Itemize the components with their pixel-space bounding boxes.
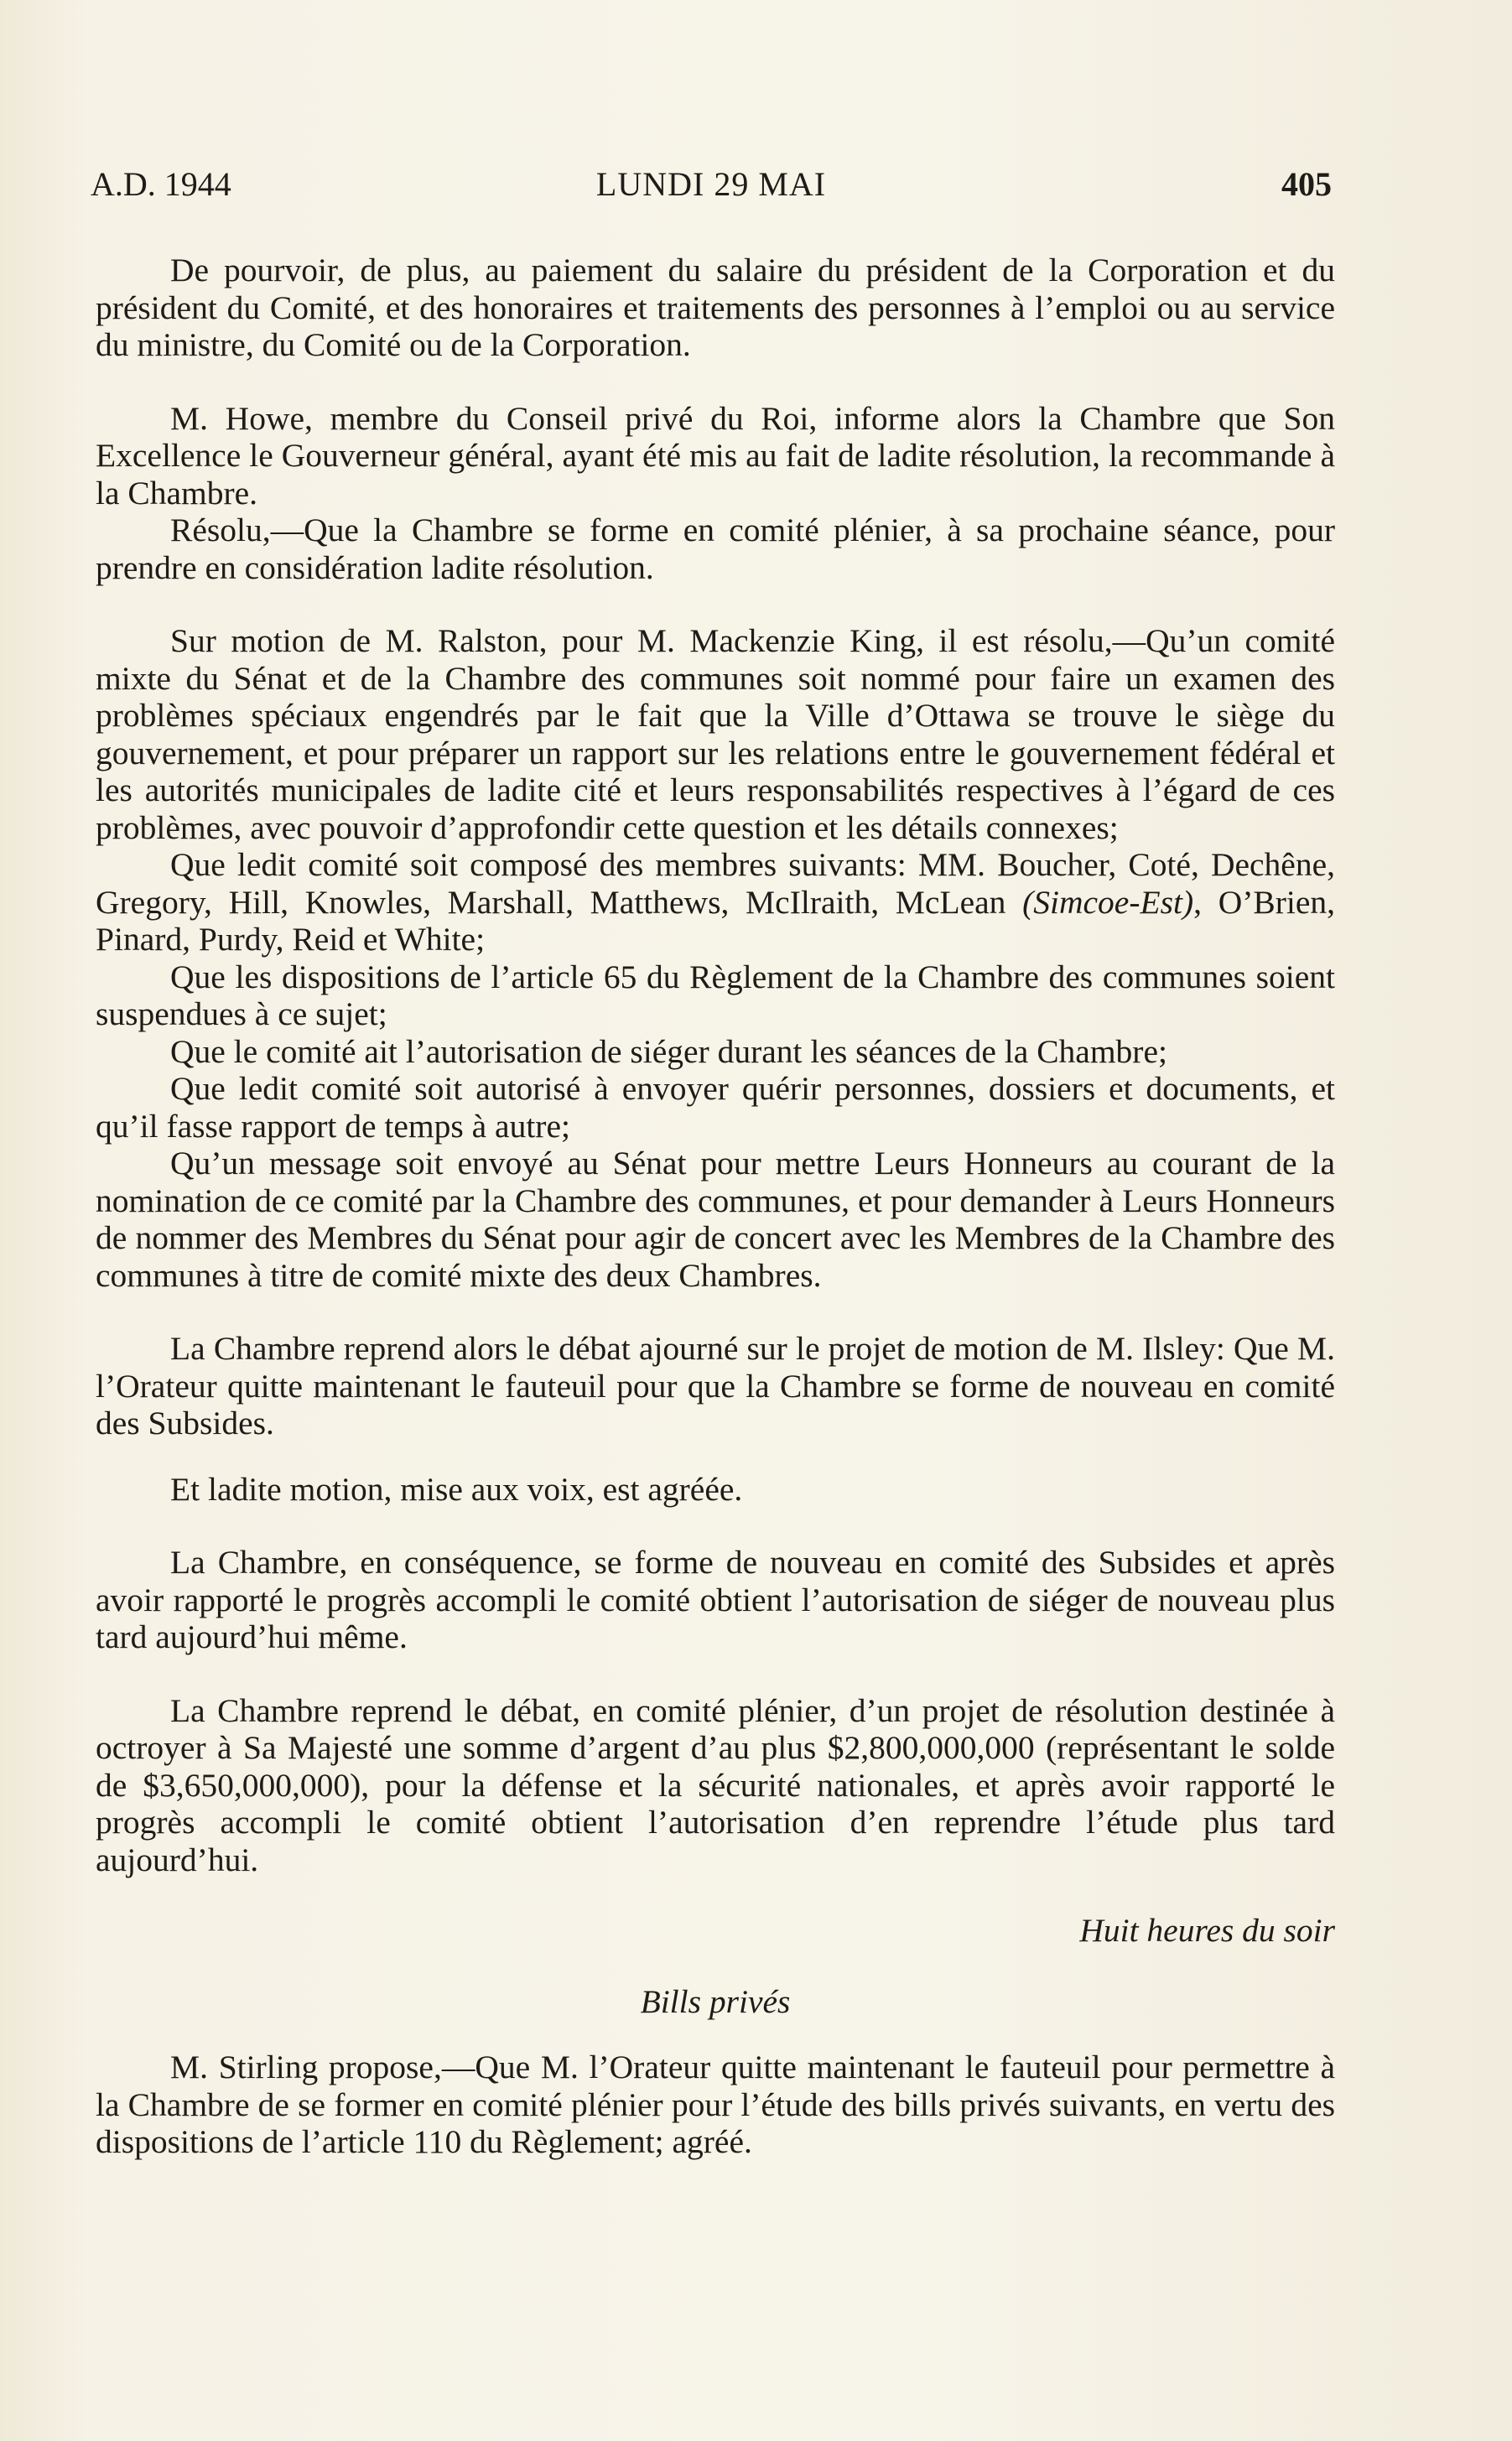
paragraph-senate-message: Qu’un message soit envoyé au Sénat pour mettre Leurs Honneurs au courant de la nomination de ce comité par la Chambre des communes, et pour demander à Leurs Honneurs de nommer des Membres du Sénat pour agir de concert avec les Membres de la Chambre des communes à titre de comité mixte des deux Chambres. bbox=[96, 1145, 1335, 1294]
paragraph-stirling-motion: M. Stirling propose,—Que M. l’Orateur quitte maintenant le fauteuil pour permettre à la Chambre de se former en comité plénier pour l’étude des bills privés suivants, en vertu des dispositions de l’article 110 du Règlement; agréé. bbox=[96, 2049, 1335, 2160]
page-body bbox=[96, 252, 1335, 2161]
paragraph-resolved-committee: Résolu,—Que la Chambre se forme en comité plénier, à sa prochaine séance, pour prendre en considération ladite résolution. bbox=[96, 512, 1335, 586]
members-list-continued: , O’Brien, Pinard, Purdy, Reid et White; bbox=[96, 883, 1336, 958]
members-list-text: Que ledit comité soit composé des membres suivants: MM. Boucher, Coté, Dechêne, Gregory, Hill, Knowles, Marshall, Matthews, McIlraith, McLean bbox=[96, 846, 1335, 921]
paragraph-salary-provision: De pourvoir, de plus, au paiement du salaire du président de la Corporation et du président du Comité, et des honoraires et traitements des personnes à l’emploi ou au service du ministre, du Comité ou de la Corporation. bbox=[96, 252, 1335, 363]
paragraph-ralston-motion: Sur motion de M. Ralston, pour M. Mackenzie King, il est résolu,—Qu’un comité mixte du Sénat et de la Chambre des communes soit nommé pour faire un examen des problèmes spéciaux engendrés par le fait que la Ville d’Ottawa se trouve le siège du gouvernement, et pour préparer un rapport sur les relations entre le gouvernement fédéral et les autorités municipales de ladite cité et leurs responsabilités respectives à l’égard de ces problèmes, avec pouvoir d’approfondir cette question et les détails connexes; bbox=[96, 622, 1335, 846]
paragraph-rule-suspension: Que les dispositions de l’article 65 du Règlement de la Chambre des communes soient suspendues à ce sujet; bbox=[96, 958, 1335, 1032]
paragraph-adjourned-debate: La Chambre reprend alors le débat ajourné sur le projet de motion de M. Ilsley: Que M. l’Orateur quitte maintenant le fauteuil pour que la Chambre se forme de nouveau en comité des Subsides. bbox=[96, 1330, 1335, 1441]
time-heading: Huit heures du soir bbox=[1079, 1912, 1335, 1949]
paragraph-sitting-authorization: Que le comité ait l’autorisation de siéger durant les séances de la Chambre; bbox=[170, 1032, 1167, 1070]
running-head bbox=[91, 164, 1332, 215]
paragraph-papers-authorization: Que ledit comité soit autorisé à envoyer quérir personnes, dossiers et documents, et qu’il fasse rapport de temps à autre; bbox=[96, 1070, 1335, 1145]
riding-name: (Simcoe-Est) bbox=[1022, 883, 1194, 921]
section-heading-private-bills: Bills privés bbox=[640, 1982, 791, 2020]
paragraph-howe-recommendation: M. Howe, membre du Conseil privé du Roi, informe alors la Chambre que Son Excellence le Gouverneur général, ayant été mis au fait de ladite résolution, la recommande à la Chambre. bbox=[96, 399, 1335, 512]
header-year: A.D. 1944 bbox=[91, 165, 231, 203]
paragraph-motion-agreed: Et ladite motion, mise aux voix, est agréée. bbox=[170, 1470, 743, 1508]
paragraph-supply-committee: La Chambre, en conséquence, se forme de nouveau en comité des Subsides et après avoir rapporté le progrès accompli le comité obtient l’autorisation de siéger de nouveau plus tard aujourd’hui même. bbox=[96, 1544, 1335, 1655]
page-number: 405 bbox=[1281, 165, 1332, 203]
paragraph-defence-resolution: La Chambre reprend le débat, en comité plénier, d’un projet de résolution destinée à octroyer à Sa Majesté une somme d’argent d’au plus $2,800,000,000 (représentant le solde de $3,650,000,000), pour la défense et la sécurité nationales, et après avoir rapporté le progrès accompli le comité obtient l’autorisation d’en reprendre l’étude plus tard aujourd’hui. bbox=[96, 1691, 1335, 1878]
header-date: LUNDI 29 MAI bbox=[595, 165, 827, 203]
paragraph-committee-members bbox=[96, 846, 1335, 958]
